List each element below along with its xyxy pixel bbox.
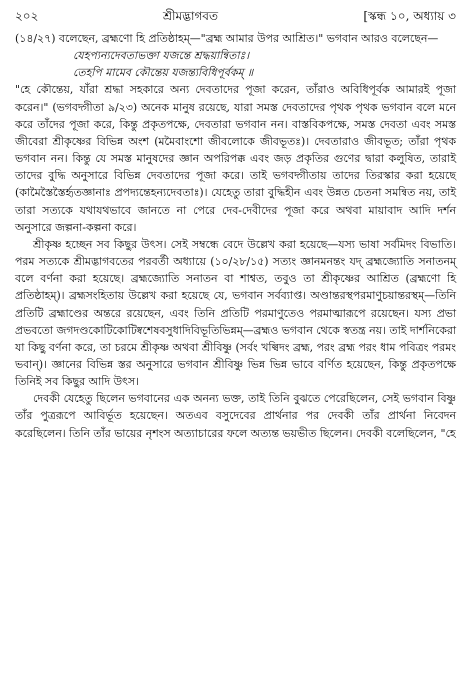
page-body: [15, 30, 456, 442]
page-number: ২০২: [15, 9, 39, 23]
intro-paragraph: (১৪/২৭) বলেছেন, ব্রহ্মণো হি প্রতিষ্ঠাহম্—"ব্রহ্ম আমার উপর আশ্রিত।" ভগবান আরও বলেছেন—: [15, 32, 439, 45]
devaki-paragraph: দেবকী যেহেতু ছিলেন ভগবানের এক অনন্য ভক্ত, তাই তিনি বুঝতে পেরেছিলেন, সেই ভগবান বিষ্ণু তাঁর পুত্ররূপে আবির্ভূত হয়েছেন। অতএব বসুদেবের প্রার্থনার পর দেবকী তাঁর প্রার্থনা নিবেদন করেছিলেন। তিনি তাঁর ভায়ের নৃশংস অত্যাচারের ফলে অত্যন্ত ভয়ভীত ছিলেন। দেবকী বলেছিলেন, "হে: [15, 392, 456, 440]
book-title: শ্রীমদ্ভাগবত: [162, 9, 218, 23]
chapter-reference: [স্কন্ধ ১০, অধ্যায় ৩: [363, 9, 456, 23]
krishna-source-paragraph: শ্রীকৃষ্ণ হচ্ছেন সব কিছুর উৎস। সেই সম্বন্ধে বেদে উল্লেখ করা হয়েছে—যস্য ভাষা সর্বমিদং বিভাতি। পরম সত্যকে শ্রীমদ্ভাগবতের পরবর্তী অধ্যায়ে (১০/২৮/১৫) সত্যং জ্ঞানমনন্তং যদ্ ব্রহ্মজ্যোতি সনাতনম্ বলে বর্ণনা করা হয়েছে। ব্রহ্মজ্যোতি সনাতন বা শাশ্বত, তবুও তা শ্রীকৃষ্ণের আশ্রিত (ব্রহ্মণো হি প্রতিষ্ঠাহম্)। ব্রহ্মসংহিতায় উল্লেখ করা হয়েছে যে, ভগবান সর্বব্যাপ্ত। অণ্ডান্তরস্থপরমাণুচয়ান্তরস্থম্—তিনি প্রতিটি ব্রহ্মাণ্ডের অন্তরে রয়েছেন, এবং তিনি প্রতিটি পরমাণুতেও পরমাত্মারূপে রয়েছেন। যস্য প্রভা প্রভবতো জগদণ্ডকোটিকোটিষ্বশেষবসুধাদিবিভূতিভিন্নম্—ব্রহ্মও ভগবান থেকে স্বতন্ত্র নয়। তাই দার্শনিকেরা যা কিছু বর্ণনা করে, তা চরমে শ্রীকৃষ্ণ অথবা শ্রীবিষ্ণু (সর্বং খল্বিদং ব্রহ্ম, পরং ব্রহ্ম পরং ধাম পবিত্রং পরমং ভবান্)। জ্ঞানের বিভিন্ন স্তর অনুসারে ভগবান শ্রীবিষ্ণু ভিন্ন ভিন্ন ভাবে বর্ণিত হয়েছেন, কিন্তু প্রকৃতপক্ষে তিনিই সব কিছুর আদি উৎস।: [15, 237, 456, 389]
verse-line-1: যেহপ্যন্যদেবতাভক্তা যজন্তে শ্রদ্ধয়ান্বিতাঃ।: [73, 49, 250, 63]
translation-paragraph: "হে কৌন্তেয়, যাঁরা শ্রদ্ধা সহকারে অন্য দেবতাদের পূজা করেন, তাঁরাও অবিধিপূর্বক আমারই পূজা করেন।" (ভগবদ্গীতা ৯/২৩) অনেক মানুষ রয়েছে, যারা সমস্ত দেবতাদের পৃথক পৃথক ভগবান বলে মনে করে তাঁদের পূজা করে, কিন্তু প্রকৃতপক্ষে, দেবতারা ভগবান নন। বাস্তবিকপক্ষে, সমস্ত দেবতা এবং সমস্ত জীবেরা শ্রীকৃষ্ণের বিভিন্ন অংশ (মমৈবাংশো জীবলোকে জীবভূতঃ)। দেবতারাও জীবভূত; তাঁরা পৃথক ভগবান নন। কিন্তু যে সমস্ত মানুষদের জ্ঞান অপরিপক্ক এবং জড় প্রকৃতির গুণের দ্বারা কলুষিত, তারাই তাদের বুদ্ধি অনুসারে বিভিন্ন দেবতাদের পূজা করে। তাই ভগবদ্গীতায় তাদের তিরস্কার করা হয়েছে (কামৈস্তৈস্তৈর্হৃতজ্ঞানাঃ প্রপদ্যন্তেহন্যদেবতাঃ)। যেহেতু তারা বুদ্ধিহীন এবং উন্নত চেতনা সমন্বিত নয়, তাই তারা সত্যকে যথাযথভাবে জানতে না পেরে দেব-দেবীদের পূজা করে অথবা মায়াবাদ আদি দর্শন অনুসারে জল্পনা-কল্পনা করে।: [15, 83, 456, 234]
page-header: [15, 8, 456, 24]
verse-line-2: তেহপি মামেব কৌন্তেয় যজন্ত্যবিধিপূর্বকম্ ॥: [73, 66, 254, 80]
